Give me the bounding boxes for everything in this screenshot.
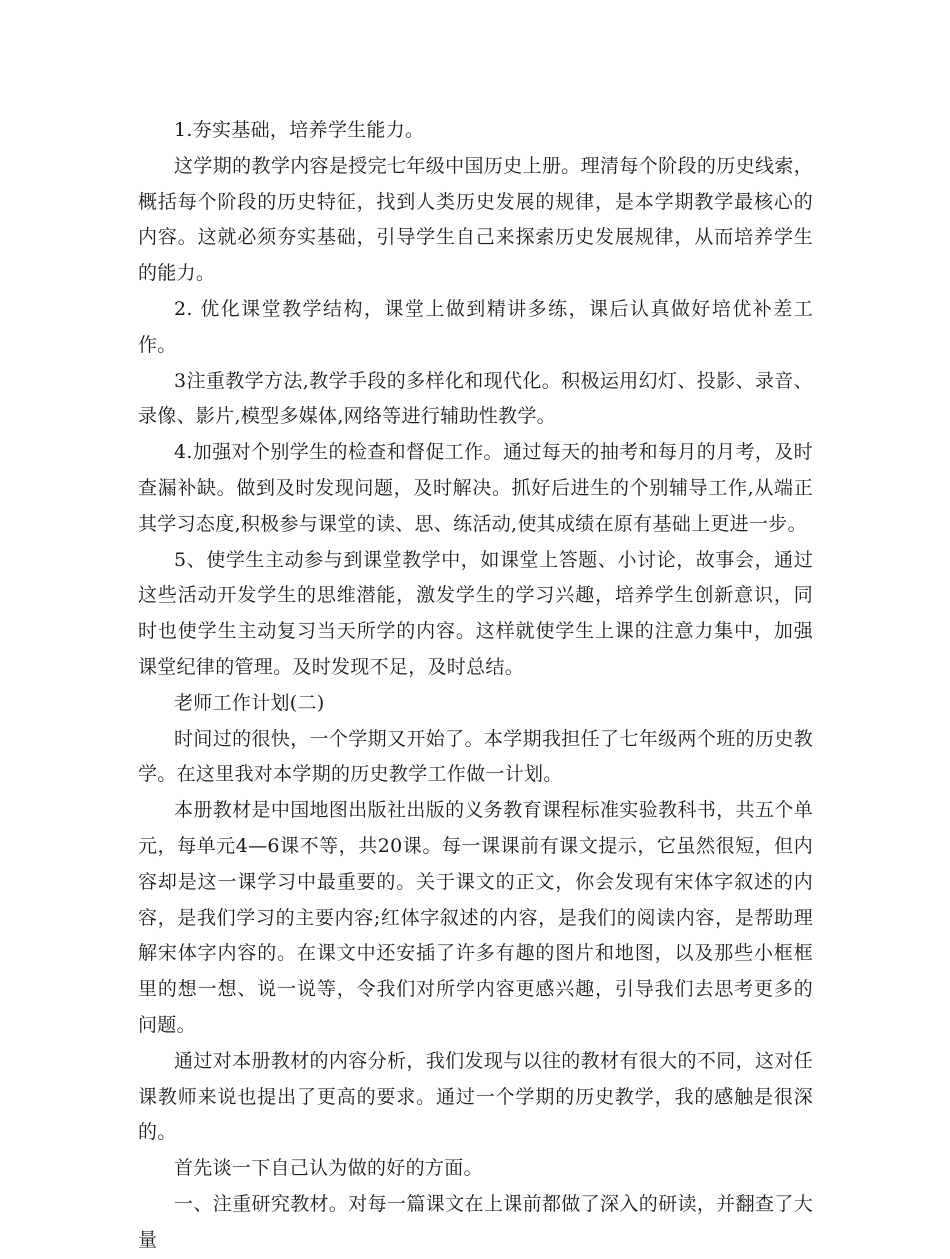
paragraph-12: 一、注重研究教材。对每一篇课文在上课前都做了深入的研读，并翻查了大量	[138, 1192, 813, 1251]
paragraph-11: 首先谈一下自己认为做的好的方面。	[174, 1157, 483, 1180]
paragraph-9: 本册教材是中国地图出版社出版的义务教育课程标准实验教科书，共五个单元，每单元4—6课不等，共20课。每一课课前有课文提示，它虽然很短，但内容却是这一课学习中最重要的。关于课文的正文，你会发现有宋体字叙述的内容，是我们学习的主要内容;红体字叙述的内容，是我们的阅读内容，是帮助理解宋体字内容的。在课文中还安插了许多有趣的图片和地图，以及那些小框框里的想一想、说一说等，令我们对所学内容更感兴趣，引导我们去思考更多的问题。	[138, 799, 813, 1036]
paragraph-3: 2. 优化课堂教学结构，课堂上做到精讲多练，课后认真做好培优补差工作。	[138, 297, 813, 356]
paragraph-6: 5、使学生主动参与到课堂教学中，如课堂上答题、小讨论，故事会，通过这些活动开发学生的思维潜能，激发学生的学习兴趣，培养学生创新意识，同时也使学生主动复习当天所学的内容。这样就使学生上课的注意力集中，加强课堂纪律的管理。及时发现不足，及时总结。	[138, 548, 813, 678]
section-heading: 老师工作计划(二)	[174, 691, 325, 714]
paragraph-8: 时间过的很快，一个学期又开始了。本学期我担任了七年级两个班的历史教学。在这里我对本学期的历史教学工作做一计划。	[138, 727, 813, 786]
paragraph-2: 这学期的教学内容是授完七年级中国历史上册。理清每个阶段的历史线索，概括每个阶段的历史特征，找到人类历史发展的规律，是本学期教学最核心的内容。这就必须夯实基础，引导学生自己来探索历史发展规律，从而培养学生的能力。	[138, 154, 813, 285]
paragraph-10: 通过对本册教材的内容分析，我们发现与以往的教材有很大的不同，这对任课教师来说也提出了更高的要求。通过一个学期的历史教学，我的感触是很深的。	[138, 1049, 813, 1144]
paragraph-4: 3注重教学方法,教学手段的多样化和现代化。积极运用幻灯、投影、录音、录像、影片,模型多媒体,网络等进行辅助性教学。	[138, 369, 813, 428]
paragraph-5: 4.加强对个别学生的检查和督促工作。通过每天的抽考和每月的月考，及时查漏补缺。做到及时发现问题，及时解决。抓好后进生的个别辅导工作,从端正其学习态度,积极参与课堂的读、思、练活动,使其成绩在原有基础上更进一步。	[138, 441, 813, 535]
paragraph-1: 1.夯实基础，培养学生能力。	[174, 119, 425, 141]
document-body	[138, 113, 813, 1259]
